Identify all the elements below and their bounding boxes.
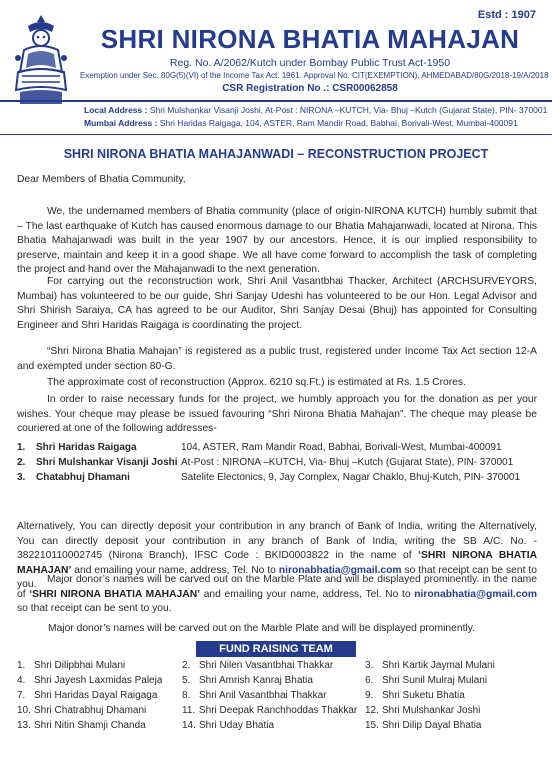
list-item xyxy=(17,455,537,470)
contact-name: Shri Mulshankar Visanji Joshi xyxy=(36,457,178,468)
bank-deposit-text: Alternatively, You can directly deposit your contribution in any branch of Bank of India, writing the Alternatively, You can directly deposit your contribution in any branch of Bank of India, writing the SB A/C. No. - 382210110002745 (Nirona Branch), IFSC Code : BKID0003822 in the name of xyxy=(17,521,537,561)
established-year: Estd : 1907 xyxy=(477,9,536,21)
team-member: 4. Shri Jayesh Laxmidas Paleja xyxy=(17,675,163,686)
list-number: 1. xyxy=(17,442,26,453)
exemption-line: Exemption under Sec. 80G(5)(VI) of the Income Tax Act. 1961. Approval No. CIT(EXEMPTION). AHMEDABAD/80G/2018-19/A/2018 xyxy=(80,71,549,80)
project-title: SHRI NIRONA BHATIA MAHAJANWADI – RECONSTRUCTION PROJECT xyxy=(63,147,489,161)
fund-raising-team-list xyxy=(17,660,542,735)
team-member: 7. Shri Haridas Dayal Raigaga xyxy=(17,690,158,701)
trust-name: ‘SHRI NIRONA BHATIA MAHAJAN’ xyxy=(29,588,201,600)
contact-name: Shri Haridas Raigaga xyxy=(36,442,137,453)
team-row xyxy=(17,720,542,735)
list-number: 3. xyxy=(17,472,26,483)
team-member: 9. Shri Suketu Bhatia xyxy=(365,690,465,701)
address-divider xyxy=(0,134,552,135)
paragraph-donation-request: In order to raise necessary funds for the project, we humbly approach you for the donation as per your wishes. Your cheque may please be issued favouring “Shri Nirona Bhatia Mahajan”. The cheque may please be couriered at one of the following addresses- xyxy=(17,394,537,434)
bank-deposit-text-3: so that receipt can be sent to you. xyxy=(17,564,537,590)
team-row xyxy=(17,705,542,720)
bank-deposit-text-2: and emailing your name, address, Tel. No to xyxy=(71,564,279,576)
list-item xyxy=(17,440,537,455)
registration-line: Reg. No. A/2062/Kutch under Bombay Public Trust Act-1950 xyxy=(169,57,451,69)
greeting: Dear Members of Bhatia Community, xyxy=(17,174,186,185)
list-item xyxy=(17,470,537,485)
mumbai-address-line xyxy=(84,118,518,128)
team-row xyxy=(17,690,542,705)
fund-raising-team-heading: FUND RAISING TEAM xyxy=(196,641,356,657)
paragraph-donor-names xyxy=(17,573,537,617)
paragraph-trust-registration: “Shri Nirona Bhatia Mahajan” is registered as a public trust, registered under Income Tax Act section 12-A and exempted under section 80-G. xyxy=(17,346,537,372)
donor-text-3: so that receipt can be sent to you. xyxy=(17,603,172,614)
team-member: 1. Shri Dilipbhai Mulani xyxy=(17,660,126,671)
mumbai-address: Shri Haridas Raigaga, 104, ASTER, Ram Mandir Road, Babhai, Borivali-West, Mumbai-400091 xyxy=(159,118,518,128)
paragraph-cost-estimate: The approximate cost of reconstruction (Approx. 6210 sq.Ft.) is estimated at Rs. 1.5 Crores. xyxy=(47,377,466,388)
donor-text: Major donor’s names will be carved out on the Marble Plate and will be displayed prominently. in the name of xyxy=(17,574,537,600)
team-row xyxy=(17,660,542,675)
team-member: 8. Shri Anil Vasantbhai Thakkar xyxy=(182,690,327,701)
team-member: 2. Shri Nilen Vasantbhai Thakkar xyxy=(182,660,334,671)
mumbai-address-label: Mumbai Address : xyxy=(84,118,158,128)
paragraph-volunteers: For carrying out the reconstruction work, Shri Anil Vasantbhai Thacker, Architect (ARCHSURVEYORS, Mumbai) has volunteered to be our guide, Shri Sanjay Udeshi has volunteered to be our Hon. Legal Advisor and Shri Shirish Saraiya, CA has agreed to be our Auditor, Shri Sanjay Desai (Bhuj) has appointed for Consulting Engineer and Shri Haridas Raigaga is coordinating the project. xyxy=(17,276,537,331)
organization-title: SHRI NIRONA BHATIA MAHAJAN xyxy=(100,24,520,54)
courier-address-list xyxy=(17,440,537,485)
deity-emblem-icon xyxy=(12,12,70,108)
team-member: 3. Shri Kartik Jaymal Mulani xyxy=(365,660,495,671)
team-member: 5. Shri Amrish Kanraj Bhatia xyxy=(182,675,313,686)
email-link[interactable]: nironabhatia@gmail.com xyxy=(414,588,537,600)
list-number: 2. xyxy=(17,457,26,468)
trust-name: ‘SHRI NIRONA BHATIA MAHAJAN’ xyxy=(17,550,538,576)
paragraph-intro: We, the undernamed members of Bhatia community (place of origin-NIRONA KUTCH) humbly submit that – The last earthquake of Kutch has caused enormous damage to our Bhatia Mahajanwadi, located at Nirona. This Bhatia Mahajanwadi was built in the year 1907 by our ancestors. Hence, it is our implied responsibility to preserve, maintain and keep it in a good shape. We all have come forward to accomplish the task of completing the project and hand over the Mahajanwadi to the next generation. xyxy=(17,206,537,275)
donor-text-2: and emailing your name, address, Tel. No to xyxy=(200,588,415,600)
local-address-label: Local Address : xyxy=(84,105,148,115)
contact-name: Chatabhuj Dhamani xyxy=(36,472,130,483)
contact-address: At-Post : NIRONA –KUTCH, Via- Bhuj –Kutch (Gujarat State), PIN- 370001 xyxy=(181,457,514,468)
team-member: 11. Shri Deepak Ranchhoddas Thakkar xyxy=(182,705,358,716)
csr-registration-line: CSR Registration No .: CSR00062858 xyxy=(222,83,398,94)
team-row xyxy=(17,675,542,690)
team-member: 14. Shri Uday Bhatia xyxy=(182,720,275,731)
contact-address: 104, ASTER, Ram Mandir Road, Babhai, Borivali-West, Mumbai-400091 xyxy=(181,442,502,453)
header-divider xyxy=(0,100,552,102)
contact-address: Satelite Electonics, 9, Jay Complex, Nagar Chaklo, Bhuj-Kutch, PIN- 370001 xyxy=(181,472,521,483)
team-member: 12. Shri Mulshankar Joshi xyxy=(365,705,481,716)
team-member: 6. Shri Sunil Mulraj Mulani xyxy=(365,675,488,686)
local-address: Shri Mulshankar Visanji Joshi, At-Post : NIRONA –KUTCH, Via- Bhuj –Kutch (Gujarat State), PIN- 370001 xyxy=(149,105,548,115)
local-address-line xyxy=(84,105,547,115)
email-link[interactable]: nironabhatia@gmail.com xyxy=(278,564,402,576)
team-member: 10. Shri Chatrabhuj Dhamani xyxy=(17,705,147,716)
team-member: 15. Shri Dilip Dayal Bhatia xyxy=(365,720,482,731)
paragraph-marble-plate: Major donor’s names will be carved out on the Marble Plate and will be displayed prominently. xyxy=(48,623,475,634)
team-member: 13. Shri Nitin Shamji Chanda xyxy=(17,720,146,731)
